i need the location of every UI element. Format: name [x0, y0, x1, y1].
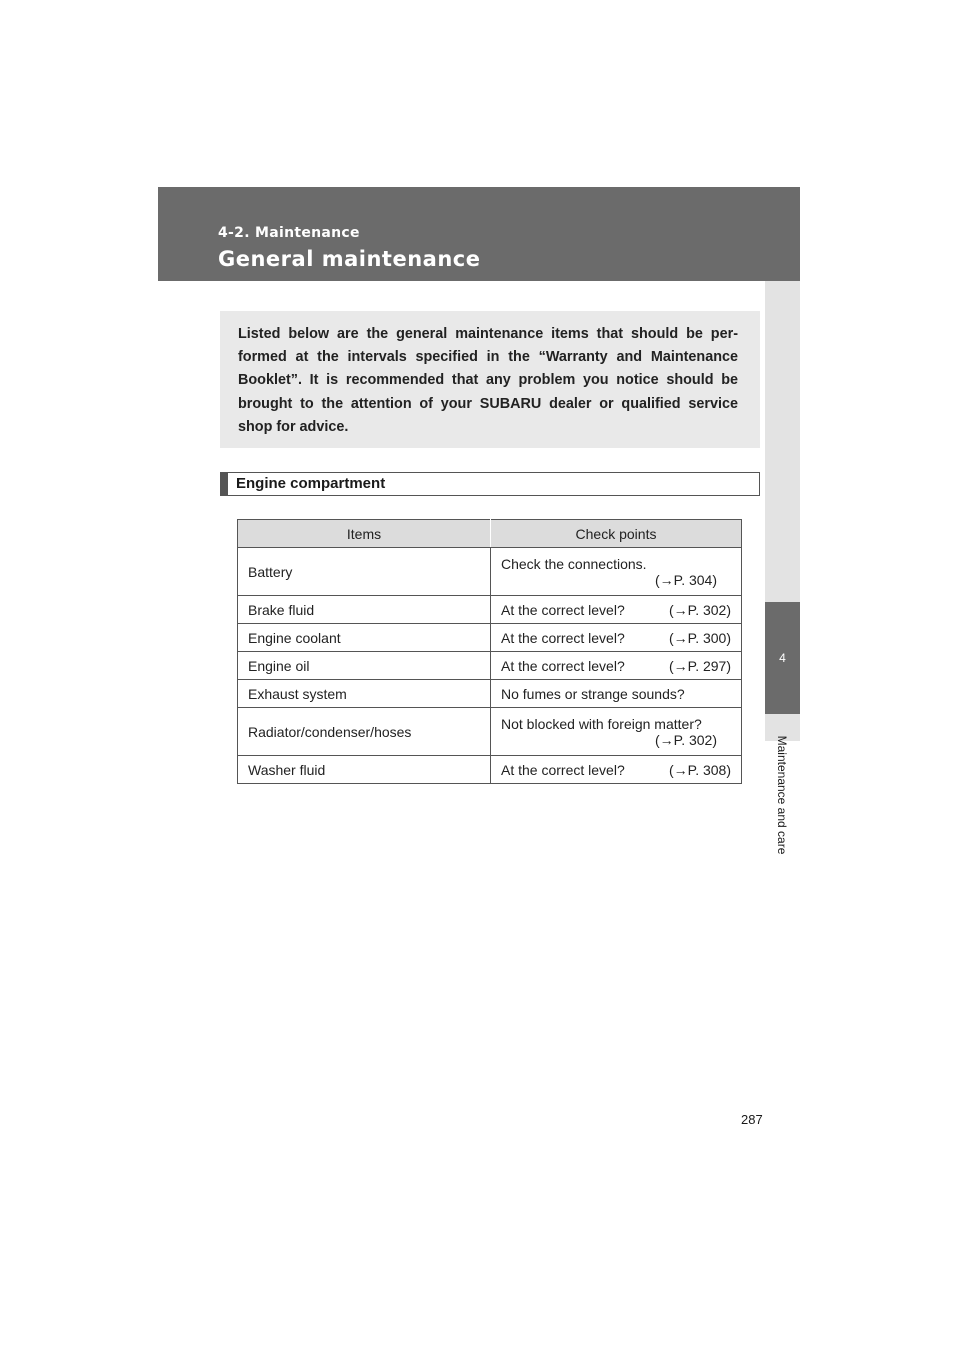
table-row — [238, 652, 742, 680]
chapter-number: 4 — [779, 651, 786, 665]
item-cell: Radiator/condenser/hoses — [238, 708, 491, 756]
table-row — [238, 596, 742, 624]
check-text: Check the connections. — [501, 555, 647, 572]
subsection-title: Engine compartment — [236, 475, 386, 492]
page-reference: (→P. 304) — [655, 571, 717, 588]
item-cell: Engine oil — [238, 652, 491, 680]
table-row — [238, 624, 742, 652]
page-reference: (→P. 302) — [655, 731, 717, 748]
item-cell: Battery — [238, 548, 491, 596]
subsection-marker — [220, 472, 228, 496]
check-text: Not blocked with foreign matter? — [501, 715, 702, 732]
column-header-items: Items — [238, 520, 491, 548]
page-reference: (→P. 300) — [669, 629, 731, 646]
check-text: At the correct level? — [501, 629, 625, 646]
page-reference: (→P. 297) — [669, 657, 731, 674]
item-cell: Engine coolant — [238, 624, 491, 652]
page-title: General maintenance — [218, 247, 481, 271]
table-row — [238, 680, 742, 708]
check-text: At the correct level? — [501, 761, 625, 778]
section-header-band — [158, 187, 800, 281]
check-cell — [491, 596, 742, 624]
table-row — [238, 708, 742, 756]
item-cell: Exhaust system — [238, 680, 491, 708]
section-number: 4-2. Maintenance — [218, 225, 360, 241]
column-header-check-points: Check points — [491, 520, 742, 548]
page-number: 287 — [741, 1112, 763, 1127]
page-reference: (→P. 302) — [669, 601, 731, 618]
maintenance-table — [237, 519, 742, 784]
page-reference: (→P. 308) — [669, 761, 731, 778]
chapter-label: Maintenance and care — [775, 735, 789, 855]
check-text: At the correct level? — [501, 657, 625, 674]
intro-box — [220, 311, 760, 448]
table-row — [238, 548, 742, 596]
subsection-heading — [220, 472, 760, 496]
item-cell: Brake fluid — [238, 596, 491, 624]
check-cell — [491, 708, 742, 756]
table-row — [238, 756, 742, 784]
check-cell — [491, 652, 742, 680]
table-header-row — [238, 520, 742, 548]
check-cell: No fumes or strange sounds? — [491, 680, 742, 708]
check-cell — [491, 548, 742, 596]
check-cell — [491, 756, 742, 784]
item-cell: Washer fluid — [238, 756, 491, 784]
check-cell — [491, 624, 742, 652]
intro-text: Listed below are the general maintenance items that should be per-formed at the intervals specified in the “Warranty and Maintenance Booklet”. It is recommended that any problem you notice should be brought to the attention of your SUBARU dealer or qualified service shop for advice. — [238, 326, 738, 435]
check-text: At the correct level? — [501, 601, 625, 618]
